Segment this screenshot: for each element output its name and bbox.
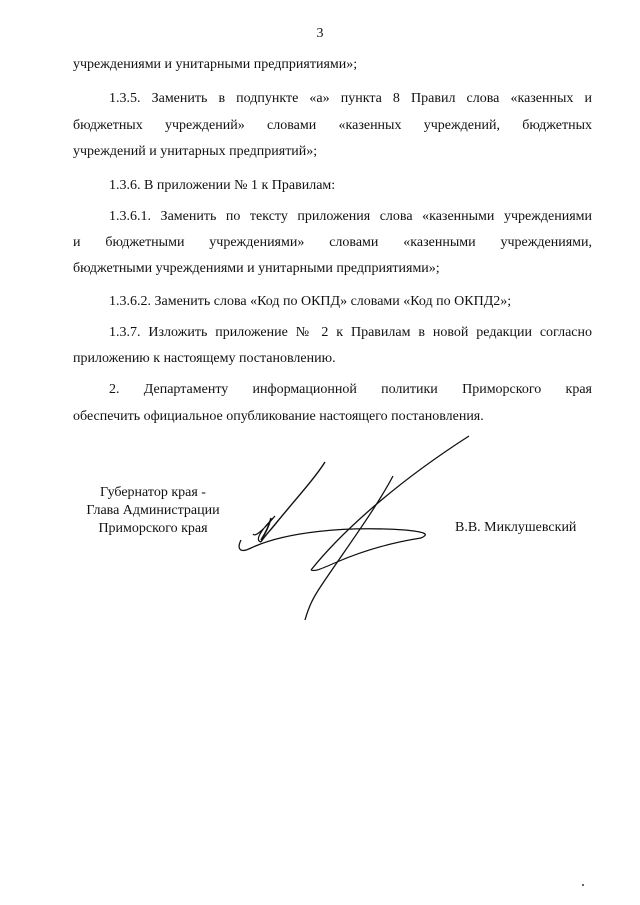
text-line: 2. Департаменту информационной политики Приморского края <box>109 382 592 397</box>
page-number: 3 <box>316 26 324 41</box>
text-line: обеспечить официальное опубликование настоящего постановления. <box>73 409 484 424</box>
signatory-title-line: Глава Администрации <box>86 503 220 518</box>
text-line: приложению к настоящему постановлению. <box>73 351 336 366</box>
text-line: бюджетных учреждений» словами «казенных учреждений, бюджетных <box>73 118 592 133</box>
signer-name: В.В. Миклушевский <box>455 520 577 535</box>
signatory-title-line: Губернатор края - <box>100 485 206 500</box>
text-line: 1.3.6.2. Заменить слова «Код по ОКПД» словами «Код по ОКПД2»; <box>109 294 512 309</box>
text-line: учреждениями и унитарными предприятиями»; <box>73 57 358 72</box>
handwritten-signature <box>225 430 485 630</box>
text-line: 1.3.5. Заменить в подпункте «а» пункта 8 Правил слова «казенных и <box>109 91 592 106</box>
signatory-title-line: Приморского края <box>98 521 208 536</box>
scan-speck <box>582 884 584 886</box>
text-line: 1.3.6. В приложении № 1 к Правилам: <box>109 178 336 193</box>
text-line: 1.3.7. Изложить приложение № 2 к Правилам в новой редакции согласно <box>109 325 592 340</box>
text-line: и бюджетными учреждениями» словами «казенными учреждениями, <box>73 235 592 250</box>
text-line: бюджетными учреждениями и унитарными предприятиями»; <box>73 261 440 276</box>
text-line: учреждений и унитарных предприятий»; <box>73 144 318 159</box>
text-line: 1.3.6.1. Заменить по тексту приложения слова «казенными учреждениями <box>109 209 592 224</box>
